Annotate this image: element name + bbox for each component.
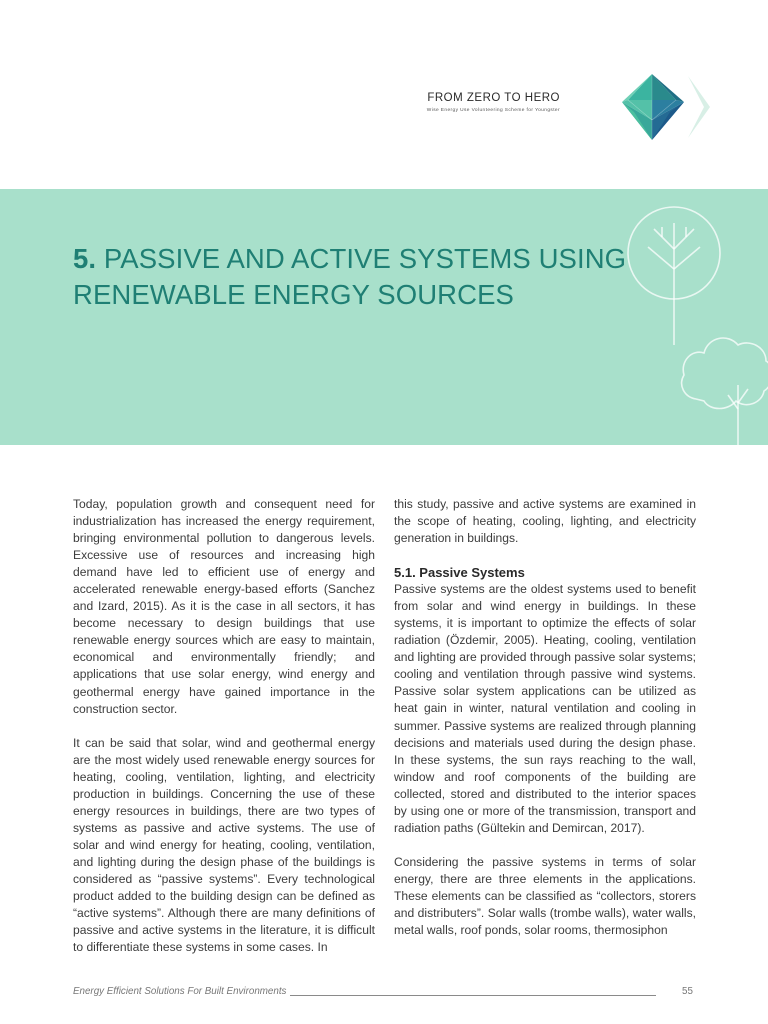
body-paragraph: this study, passive and active systems are examined in the scope of heating, cooling, lighting, and electricity generation in buildings. <box>394 497 696 546</box>
body-paragraph: It can be said that solar, wind and geothermal energy are the most widely used renewable energy sources for heating, cooling, ventilation, lighting, and electricity production in buildings. Concerning the use of these energy resources in buildings, there are two types of systems as passive and active systems. The use of solar and wind energy for heating, cooling, ventilation, and lighting during the design phase of the buildings is considered as “passive systems”. Every technological product added to the building design can be defined as “active systems”. Although there are many definitions of passive and active systems in the literature, it is difficult to differentiate these systems in some cases. In <box>73 735 375 955</box>
right-column <box>394 496 696 939</box>
body-paragraph: Today, population growth and consequent need for industrialization has increased the energy requirement, bringing environmental pollution to dangerous levels. Excessive use of resources and increasing high demand have led to efficient use of energy and accelerated renewable energy-based efforts (Sanchez and Izard, 2015). As it is the case in all sectors, it has become necessary to design buildings that use renewable energy sources which are easy to maintain, economical and environmentally friendly; and applications that use solar energy, wind energy and geothermal energy have gained importance in the construction sector. <box>73 497 375 716</box>
chapter-title-line1: PASSIVE AND ACTIVE SYSTEMS USING <box>103 243 627 274</box>
page-number: 55 <box>682 986 693 997</box>
tree-outline-icon <box>600 189 768 445</box>
logo-title: FROM ZERO TO HERO <box>427 92 560 104</box>
left-column <box>73 496 375 956</box>
logo-subtitle: Wise Energy Use Volunteering Scheme for Youngster <box>426 108 560 113</box>
section-heading: 5.1. Passive Systems <box>394 565 525 581</box>
body-paragraph: Passive systems are the oldest systems used to benefit from solar and wind energy in buildings. In these systems, it is important to optimize the effects of solar radiation (Özdemir, 2005). Heating, cooling, ventilation and lighting are provided through passive solar systems; cooling and ventilation through passive wind systems. Passive solar system applications can be utilized as heat gain in winter, natural ventilation and cooling in summer. Passive systems are realized through planning decisions and materials used during the design phase. In these systems, the sun rays reaching to the wall, window and roof components of the building are collected, stored and distributed to the interior spaces by using one or more of the transmission, transport and radiation paths (Gültekin and Demircan, 2017). <box>394 582 696 835</box>
chapter-banner <box>0 189 768 445</box>
chapter-title-line2: RENEWABLE ENERGY SOURCES <box>73 279 514 310</box>
chapter-number: 5. <box>73 243 97 274</box>
footer-book-title: Energy Efficient Solutions For Built Environments <box>73 986 287 997</box>
footer-divider <box>290 995 656 996</box>
body-paragraph: Considering the passive systems in terms of solar energy, there are three elements in the applications. These elements can be classified as “collectors, storers and distributers”. Solar walls (trombe walls), water walls, metal walls, roof ponds, solar rooms, thermosiphon <box>394 854 696 938</box>
header-logo <box>426 72 720 142</box>
crystal-gem-icon <box>618 72 710 142</box>
chapter-title <box>73 241 633 313</box>
